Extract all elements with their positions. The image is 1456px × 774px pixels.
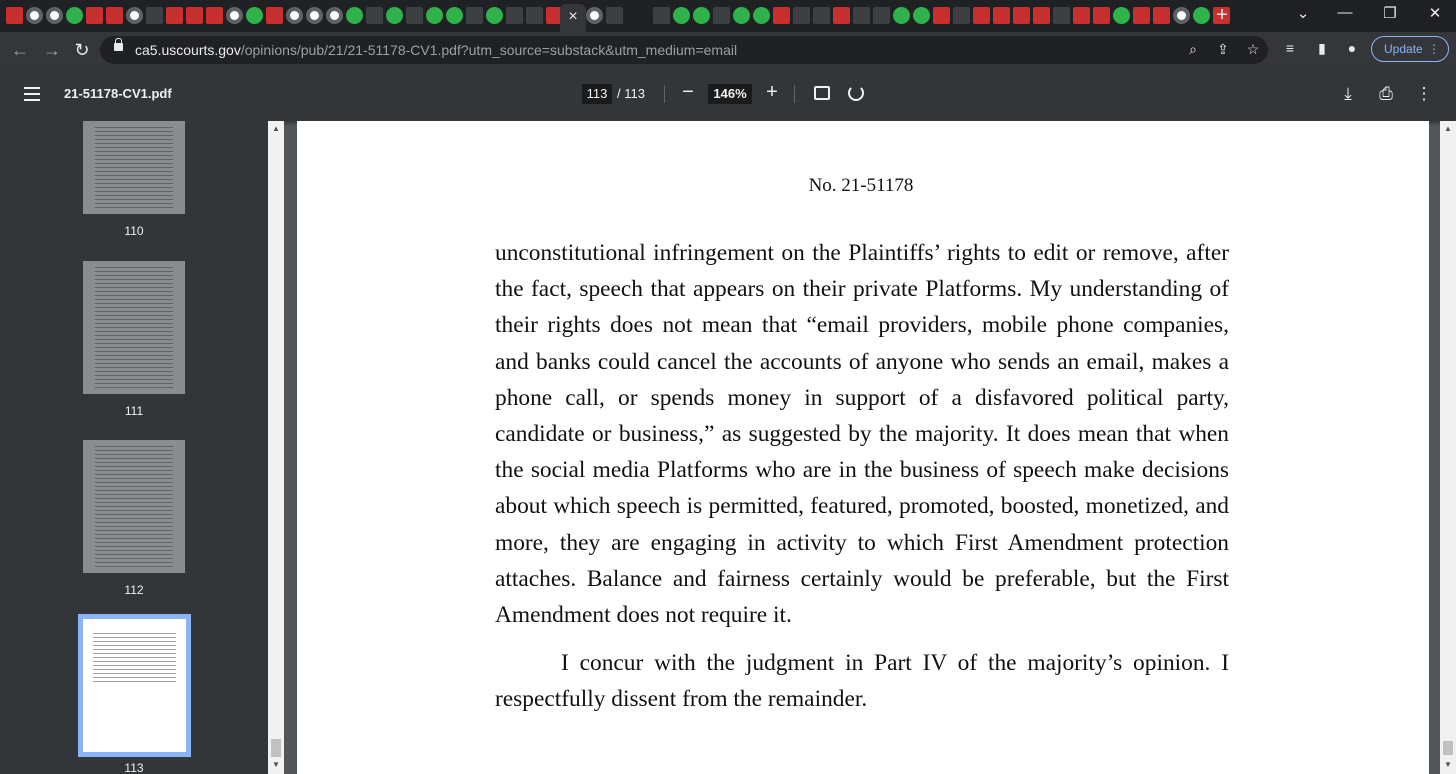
scroll-down-arrow[interactable]: ▼ (272, 760, 280, 769)
zoom-level-input[interactable]: 146% (708, 84, 752, 104)
share-icon[interactable]: ⇪ (1217, 41, 1229, 57)
close-window-button[interactable]: ✕ (1428, 5, 1442, 22)
more-menu-icon: ⋮ (1428, 42, 1440, 56)
print-icon[interactable]: ⎙ (1379, 84, 1393, 103)
tab-favicon[interactable] (326, 7, 343, 24)
profile-avatar-icon[interactable]: ● (1347, 40, 1357, 56)
tab-favicon[interactable] (506, 7, 523, 24)
restore-button[interactable]: ❐ (1383, 5, 1397, 22)
thumbnail-label: 110 (124, 224, 144, 238)
tab-favicon[interactable] (466, 7, 483, 24)
new-tab-button[interactable]: + (1216, 4, 1228, 26)
tab-favicon[interactable] (486, 7, 503, 24)
tab-favicon[interactable] (1073, 7, 1090, 24)
tab-favicon[interactable] (1193, 7, 1210, 24)
tab-favicon[interactable] (993, 7, 1010, 24)
thumbnail-sidebar (0, 121, 268, 774)
divider (664, 85, 665, 103)
tab-favicon[interactable] (526, 7, 543, 24)
scrollbar-thumb[interactable] (271, 739, 281, 757)
thumbnail-page-111[interactable] (83, 261, 185, 394)
zoom-in-button[interactable]: + (766, 81, 778, 103)
tab-favicon[interactable] (166, 7, 183, 24)
scroll-up-arrow[interactable]: ▲ (1444, 124, 1452, 133)
tab-favicons (6, 7, 1230, 25)
sidebar-scrollbar[interactable] (268, 121, 284, 774)
thumbnail-page-110[interactable] (83, 121, 185, 214)
scroll-down-arrow[interactable]: ▼ (1444, 760, 1452, 769)
pdf-toolbar (0, 68, 1456, 121)
tab-favicon[interactable] (1033, 7, 1050, 24)
tab-favicon[interactable] (693, 7, 710, 24)
update-button[interactable] (1371, 36, 1449, 62)
tab-favicon[interactable] (146, 7, 163, 24)
active-tab-close-button[interactable]: × (560, 4, 586, 32)
tab-favicon[interactable] (246, 7, 263, 24)
tab-favicon[interactable] (673, 7, 690, 24)
reload-button[interactable]: ↻ (74, 40, 90, 60)
tab-favicon[interactable] (1153, 7, 1170, 24)
tab-favicon[interactable] (346, 7, 363, 24)
url-host: ca5.uscourts.gov (135, 42, 241, 58)
tab-favicon[interactable] (813, 7, 830, 24)
tab-favicon[interactable] (126, 7, 143, 24)
tab-favicon[interactable] (606, 7, 623, 24)
document-title: 21-51178-CV1.pdf (64, 86, 172, 101)
bookmark-star-icon[interactable]: ☆ (1246, 41, 1260, 57)
tab-favicon[interactable] (86, 7, 103, 24)
page-total: / 113 (617, 86, 645, 101)
tab-favicon[interactable] (973, 7, 990, 24)
tab-favicon[interactable] (1113, 7, 1130, 24)
media-control-icon[interactable]: ≡ (1285, 40, 1295, 56)
thumbnail-page-113[interactable] (78, 614, 191, 757)
divider (794, 85, 795, 103)
zoom-icon[interactable]: ⌕ (1189, 41, 1197, 57)
page-number-input[interactable]: 113 (582, 84, 612, 104)
tab-favicon[interactable] (106, 7, 123, 24)
tab-favicon[interactable] (306, 7, 323, 24)
scroll-up-arrow[interactable]: ▲ (272, 124, 280, 133)
thumbnail-page-112[interactable] (83, 440, 185, 573)
tab-favicon[interactable] (893, 7, 910, 24)
tab-favicon[interactable] (1133, 7, 1150, 24)
more-options-icon[interactable]: ⋮ (1415, 84, 1433, 103)
sidebar-menu-icon[interactable] (24, 87, 40, 101)
tab-favicon[interactable] (286, 7, 303, 24)
tab-favicon[interactable] (6, 7, 23, 24)
tab-favicon[interactable] (653, 7, 670, 24)
tab-search-button[interactable]: ⌄ (1296, 5, 1310, 22)
url-text[interactable] (135, 42, 737, 58)
thumbnail-label: 112 (124, 583, 144, 597)
tab-favicon[interactable] (26, 7, 43, 24)
tab-favicon[interactable] (953, 7, 970, 24)
tab-favicon[interactable] (913, 7, 930, 24)
tab-favicon[interactable] (586, 7, 603, 24)
url-path: /opinions/pub/21/21-51178-CV1.pdf?utm_source=substack&utm_medium=email (240, 42, 738, 58)
tab-favicon[interactable] (1053, 7, 1070, 24)
thumbnail-label: 111 (124, 404, 144, 418)
tab-favicon[interactable] (933, 7, 950, 24)
tab-favicon[interactable] (1093, 7, 1110, 24)
browser-toolbar (0, 32, 1456, 68)
fit-page-icon[interactable] (814, 86, 830, 100)
tab-favicon[interactable] (873, 7, 890, 24)
rotate-icon[interactable] (848, 85, 864, 101)
tab-favicon[interactable] (733, 7, 750, 24)
back-button[interactable]: ← (11, 40, 29, 60)
tab-favicon[interactable] (753, 7, 770, 24)
case-number: No. 21-51178 (808, 175, 914, 196)
thumbnail-label: 113 (124, 761, 144, 774)
tab-strip (0, 0, 1456, 32)
tab-favicon[interactable] (226, 7, 243, 24)
tab-favicon[interactable] (406, 7, 423, 24)
tab-favicon[interactable] (46, 7, 63, 24)
tab-favicon[interactable] (266, 7, 283, 24)
tab-favicon[interactable] (1013, 7, 1030, 24)
tab-favicon[interactable] (426, 7, 443, 24)
tab-favicon[interactable] (713, 7, 730, 24)
tab-favicon[interactable] (1173, 7, 1190, 24)
tab-favicon[interactable] (833, 7, 850, 24)
forward-button[interactable]: → (43, 40, 61, 60)
download-icon[interactable]: ⤓ (1344, 84, 1352, 103)
paragraph-1: unconstitutional infringement on the Plaintiffs’ rights to edit or remove, after the fact, speech that appears on their private Platforms. My understanding of their rights does not mean that “email providers, mobile phone companies, and banks could cancel the accounts of anyone who sends an email, makes a phone call, or spends money in support of a disfavored political party, candidate or business,” as suggested by the majority. It does mean that when the social media Platforms who are in the business of speech make decisions about which speech is permitted, featured, promoted, boosted, monetized, and more, they are engaging in activity to which First Amendment protection attaches. Balance and fairness certainly would be preferable, but the First Amendment does not require it. (495, 240, 1229, 629)
tab-favicon[interactable] (186, 7, 203, 24)
scrollbar-thumb[interactable] (1443, 741, 1453, 755)
tab-favicon[interactable] (853, 7, 870, 24)
side-panel-icon[interactable]: ▮ (1318, 40, 1326, 56)
tab-favicon[interactable] (66, 7, 83, 24)
main-scrollbar[interactable] (1440, 121, 1456, 774)
tab-favicon[interactable] (773, 7, 790, 24)
minimize-button[interactable]: — (1337, 4, 1353, 21)
address-bar[interactable] (100, 36, 1268, 64)
update-label: Update (1384, 42, 1423, 56)
zoom-out-button[interactable]: − (682, 81, 694, 103)
lock-icon[interactable] (114, 43, 123, 51)
pdf-page (297, 121, 1429, 774)
tab-favicon[interactable] (446, 7, 463, 24)
tab-favicon[interactable] (366, 7, 383, 24)
tab-favicon[interactable] (206, 7, 223, 24)
paragraph-2: I concur with the judgment in Part IV of the majority’s opinion. I respectfully dissent from the remainder. (495, 650, 1229, 713)
tab-favicon[interactable] (793, 7, 810, 24)
tab-favicon[interactable] (386, 7, 403, 24)
